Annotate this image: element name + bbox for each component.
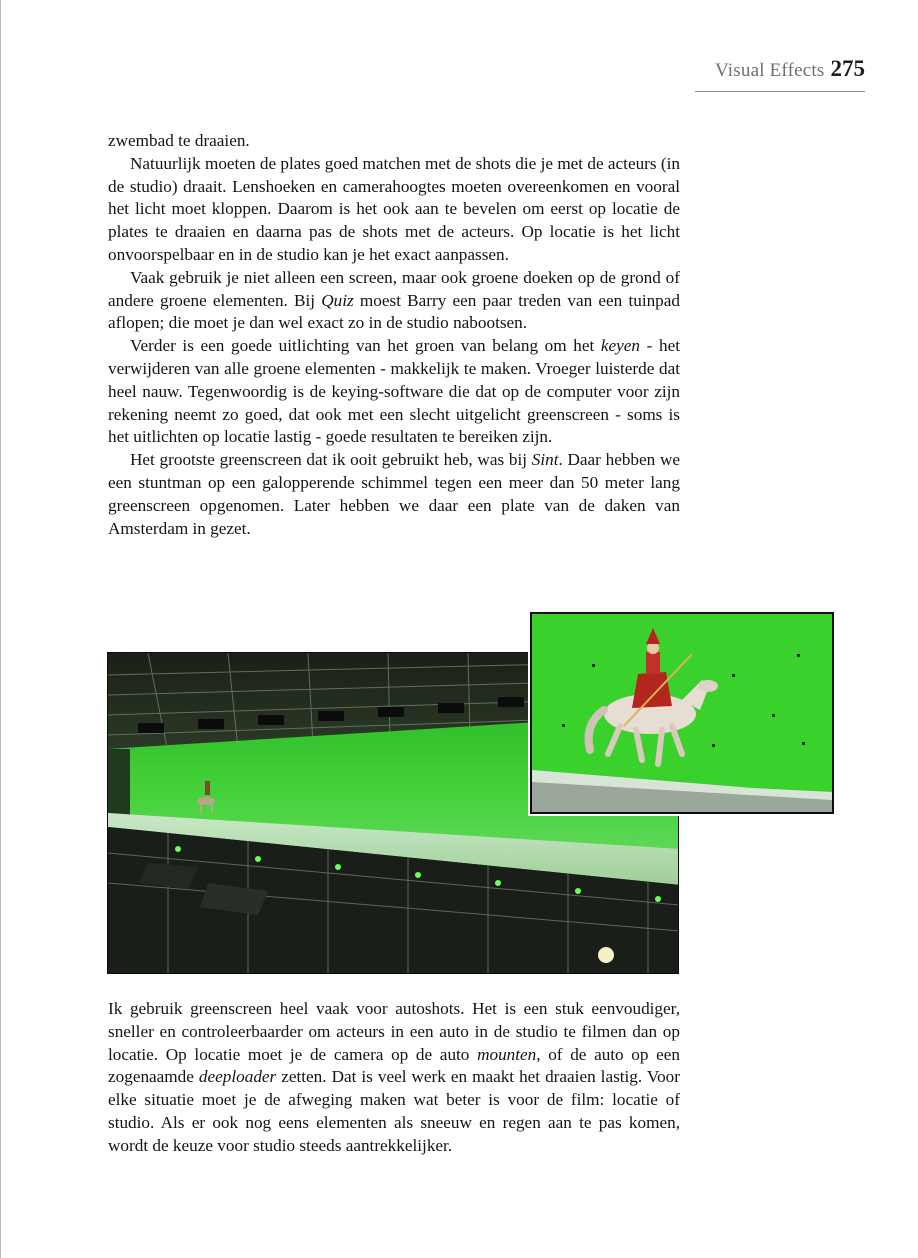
text-run: Verder is een goede uitlichting van het groen van belang om het xyxy=(130,336,601,356)
body-text-bottom xyxy=(108,998,680,1158)
italic-term: keyen xyxy=(600,336,640,356)
running-head xyxy=(560,56,865,90)
italic-term: deeploader xyxy=(198,1067,277,1087)
text-run: zetten. Dat is veel werk en maakt het draaien lastig. Voor elke situatie moet je de afweging maken wat beter is voor de film: locatie of studio. Als er ook nog eens elementen als sneeuw en regen aan te pas komen, wordt de keuze voor studio steeds aantrekkelijker. xyxy=(108,1067,680,1155)
italic-term: mounten xyxy=(477,1044,537,1064)
text-run: . Daar hebben we een stuntman op een galopperende schimmel tegen een meer dan 50 meter lang greenscreen opgenomen. Later hebben we daar een plate van de daken van Amsterdam in gezet. xyxy=(108,450,680,538)
photo-horse-greenscreen xyxy=(530,612,834,814)
page-edge xyxy=(0,0,1,1258)
section-title: Visual Effects xyxy=(715,60,825,81)
text-run: zwembad te draaien. xyxy=(108,131,250,150)
paragraph xyxy=(108,449,680,540)
italic-title: Quiz xyxy=(321,290,354,310)
horse-illustration xyxy=(532,614,832,812)
text-run: Vaak gebruik je niet alleen een screen, maar ook groene doeken op de grond of andere groene elementen. Bij xyxy=(108,267,680,310)
italic-title: Sint xyxy=(531,450,559,470)
text-run: Natuurlijk moeten de plates goed matchen met de shots die je met de acteurs (in de studio) draait. Lenshoeken en camerahoogtes moeten overeenkomen en vooral het licht moet kloppen. Daarom is het ook aan te bevelen om eerst op locatie de plates te draaien en daarna pas de shots met de acteurs. Op locatie is het licht onvoorspelbaar en in de studio kan je het exact aanpassen. xyxy=(108,153,680,264)
paragraph xyxy=(108,998,680,1158)
text-run: Het grootste greenscreen dat ik ooit gebruikt heb, was bij xyxy=(130,450,532,470)
text-run: Ik gebruik greenscreen heel vaak voor autoshots. Het is een stuk eenvoudiger, sneller en controleerbaarder om acteurs in een auto in de studio te filmen dan op locatie. Op locatie moet je de camera op de auto xyxy=(108,999,680,1064)
header-rule xyxy=(695,91,865,92)
page-number: 275 xyxy=(830,56,865,81)
paragraph xyxy=(108,335,680,449)
body-text-top xyxy=(108,130,680,540)
text-run: moest Barry een paar treden van een tuinpad aflopen; die moet je dan wel exact zo in de studio nabootsen. xyxy=(108,290,681,333)
text-run: , of de auto op een zogenaamde xyxy=(108,1044,681,1087)
paragraph xyxy=(108,153,680,267)
paragraph xyxy=(108,267,680,335)
text-run: - het verwijderen van alle groene elementen - makkelijk te maken. Vroeger luisterde dat heel nauw. Tegenwoordig is de keying-software die dat op de computer voor zijn rekening neemt zo goed, dat ook met een slecht uitgelicht greenscreen - soms is het uitlichten op locatie lastig - goede resultaten te bereiken zijn. xyxy=(108,336,680,447)
paragraph xyxy=(108,130,680,153)
